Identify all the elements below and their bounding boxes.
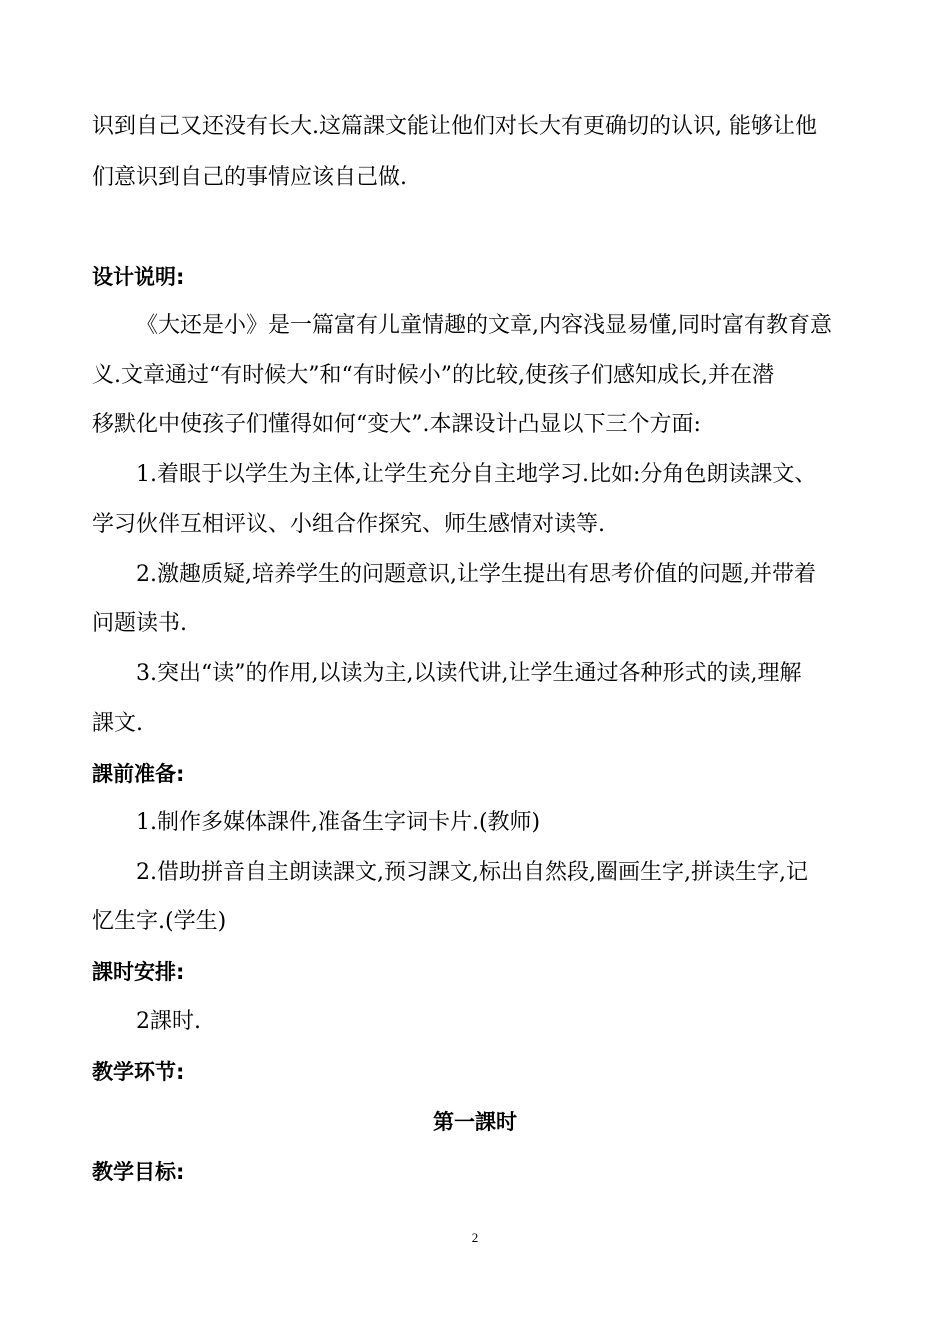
- design-point-2-line-1: 2.激趣质疑,培养学生的问题意识,让学生提出有思考价值的问题,并带着: [136, 562, 816, 587]
- design-point-2-line-2: 问题读书.: [92, 611, 187, 636]
- design-heading: 设计说明:: [92, 265, 185, 289]
- design-para-line-2: 义.文章通过“有时候大”和“有时候小”的比较,使孩子们感知成长,并在潜: [92, 363, 774, 388]
- design-point-1-line-1: 1.着眼于以学生为主体,让学生充分自主地学习.比如:分角色朗读課文、: [136, 462, 817, 487]
- lesson-1-title: 第一課时: [433, 1110, 517, 1134]
- prep-heading: 課前准备:: [92, 762, 185, 786]
- steps-heading: 教学环节:: [92, 1060, 185, 1084]
- goals-heading: 教学目标:: [92, 1160, 185, 1184]
- page-number: 2: [471, 1230, 479, 1245]
- design-point-3-line-1: 3.突出“读”的作用,以读为主,以读代讲,让学生通过各种形式的读,理解: [136, 661, 802, 686]
- prep-item-2-line-1: 2.借助拼音自主朗读課文,预习課文,标出自然段,圈画生字,拼读生字,记: [136, 860, 808, 885]
- design-point-3-line-2: 課文.: [92, 711, 143, 736]
- design-para-line-1: 《大还是小》是一篇富有儿童情趣的文章,内容浅显易懂,同时富有教育意: [136, 313, 832, 338]
- design-point-1-line-2: 学习伙伴互相评议、小组合作探究、师生感情对读等.: [92, 512, 605, 537]
- intro-line-1: 识到自己又还没有长大.这篇課文能让他们对长大有更确切的认识, 能够让他: [92, 114, 817, 139]
- intro-line-2: 们意识到自己的事情应该自己做.: [92, 165, 407, 190]
- prep-item-1: 1.制作多媒体課件,准备生字词卡片.(教师): [136, 810, 541, 835]
- schedule-value: 2課时.: [136, 1009, 201, 1034]
- schedule-heading: 課时安排:: [92, 960, 185, 984]
- prep-item-2-line-2: 忆生字.(学生): [92, 909, 227, 934]
- design-para-line-3: 移默化中使孩子们懂得如何“变大”.本課设计凸显以下三个方面:: [92, 412, 701, 437]
